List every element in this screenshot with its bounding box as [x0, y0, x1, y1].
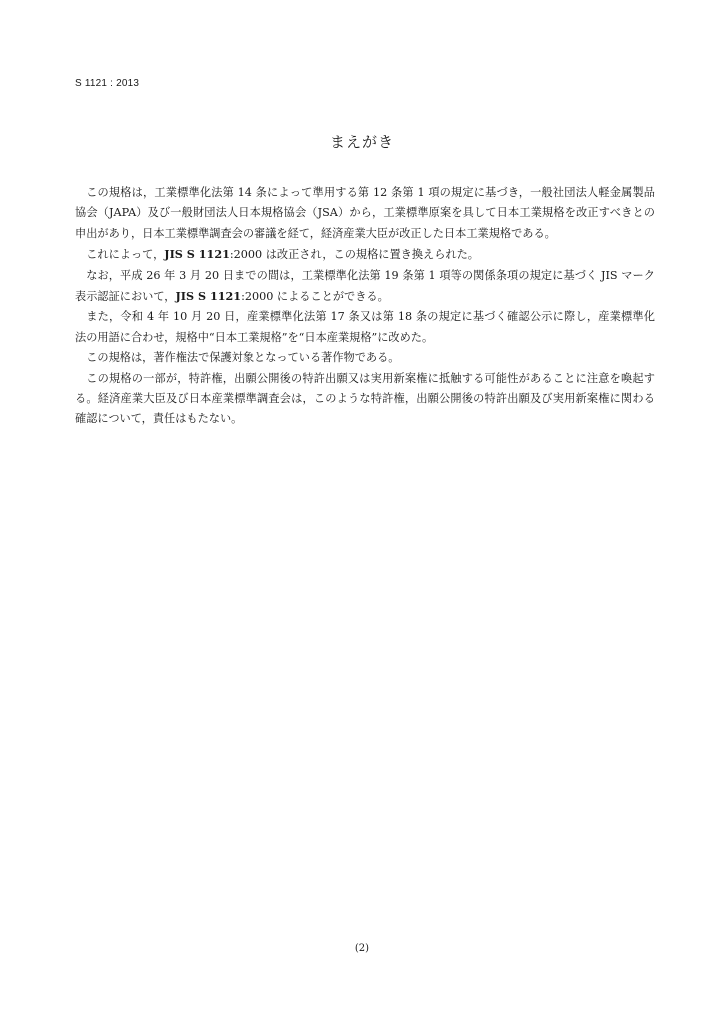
paragraph-text: :2000 は改正され，この規格に置き換えられた。	[229, 248, 479, 262]
paragraph	[75, 369, 655, 430]
paragraph-text: なお，平成 26 年 3 月 20 日までの間は，工業標準化法第 19 条第 1 項等の関係条項の規定に基づく JIS マーク表示認証において，	[75, 268, 655, 304]
page-title: まえがき	[329, 133, 394, 151]
page-number: (2)	[354, 943, 370, 954]
paragraph-text: これによって，	[86, 248, 165, 262]
paragraph	[75, 348, 655, 368]
standard-reference: JIS S 1121	[175, 289, 242, 304]
standard-reference: JIS S 1121	[164, 247, 230, 262]
paragraph-text: また，令和 4 年 10 月 20 日，産業標準化法第 17 条又は第 18 条の規定に基づく確認公示に際し，産業標準化法の用語に合わせ，規格中“日本工業規格”を“日本産業規格”に改めた。	[75, 310, 655, 344]
standard-code: S 1121 : 2013	[75, 78, 140, 89]
paragraph	[75, 244, 655, 265]
body-text	[75, 183, 655, 430]
paragraph-text: :2000 によることができる。	[241, 290, 389, 304]
paragraph-text: この規格の一部が，特許権，出願公開後の特許出願又は実用新案権に抵触する可能性があることに注意を喚起する。経済産業大臣及び日本産業標準調査会は，このような特許権，出願公開後の特許出願及び実用新案権に関わる確認について，責任はもたない。	[75, 371, 655, 426]
paragraph	[75, 183, 655, 244]
paragraph	[75, 307, 655, 348]
paragraph-text: この規格は，工業標準化法第 14 条によって準用する第 12 条第 1 項の規定に基づき，一般社団法人軽金属製品協会（JAPA）及び一般財団法人日本規格協会（JSA）から，工業標準原案を具して日本工業規格を改正すべきとの申出があり，日本工業標準調査会の審議を経て，経済産業大臣が改正した日本工業規格である。	[75, 186, 655, 240]
paragraph	[75, 266, 655, 308]
paragraph-text: この規格は，著作権法で保護対象となっている著作物である。	[86, 351, 400, 365]
